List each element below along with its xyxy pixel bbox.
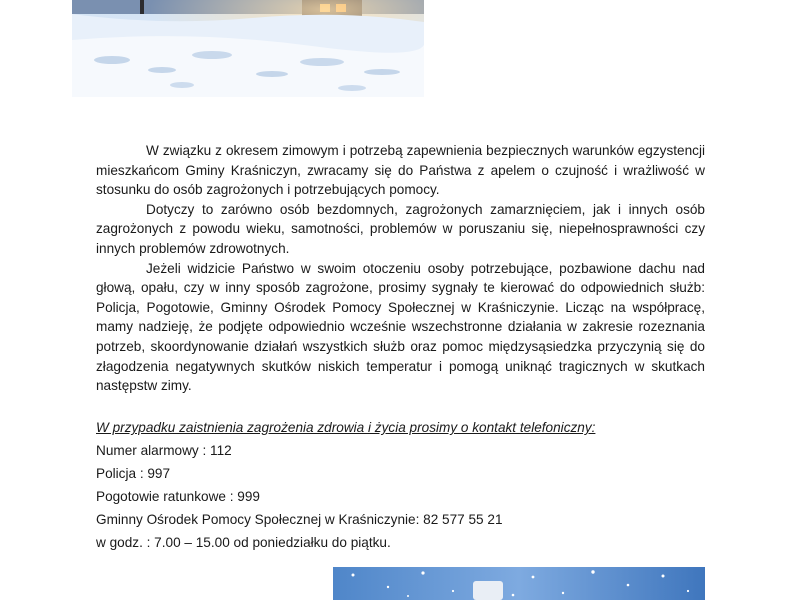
- contact-heading: W przypadku zaistnienia zagrożenia zdrowia i życia prosimy o kontakt telefoniczny:: [96, 420, 596, 435]
- contact-line-police: Policja : 997: [96, 466, 171, 481]
- contact-line-alarm: Numer alarmowy : 112: [96, 443, 232, 458]
- appeal-paragraph-2: Dotyczy to zarówno osób bezdomnych, zagrożonych zamarznięciem, jak i innych osób zagrożonych z powodu wieku, samotności, problemów w poruszaniu się, niepełnosprawności czy innych problemów zdrowotnych.: [96, 201, 705, 256]
- contact-line-hours: w godz. : 7.00 – 15.00 od poniedziałku do piątku.: [96, 535, 391, 550]
- appeal-paragraph-3: Jeżeli widzicie Państwo w swoim otoczeniu osoby potrzebujące, pozbawione dachu nad głową, opału, czy w inny sposób zagrożone, prosimy sygnały te kierować do odpowiednich służb: Policja, Pogotowie, Gminny Ośrodek Pomocy Społecznej w Kraśniczynie. Licząc na współpracę, mamy nadzieję, że podjęte odpowiednio wcześnie wszechstronne działania w zakresie rozeznania potrzeb, skoordynowanie działań wszystkich służb oraz pomoc międzysąsiedzka przyczynią się do złagodzenia negatywnych skutków niskich temperatur i pomogą uniknąć tragicznych w skutkach następstw zimy.: [96, 260, 705, 394]
- appeal-paragraph-1: W związku z okresem zimowym i potrzebą zapewnienia bezpiecznych warunków egzystencji mieszkańcom Gminy Kraśniczyn, zwracamy się do Państwa z apelem o czujność i wrażliwość w stosunku do osób zagrożonych i potrzebujących pomocy.: [96, 143, 705, 198]
- appeal-text: [96, 141, 705, 396]
- snowy-winter-photo: [333, 567, 705, 600]
- winter-landscape-photo: [72, 0, 424, 97]
- contact-line-ambulance: Pogotowie ratunkowe : 999: [96, 489, 260, 504]
- contact-line-social-center: Gminny Ośrodek Pomocy Społecznej w Kraśniczynie: 82 577 55 21: [96, 512, 503, 527]
